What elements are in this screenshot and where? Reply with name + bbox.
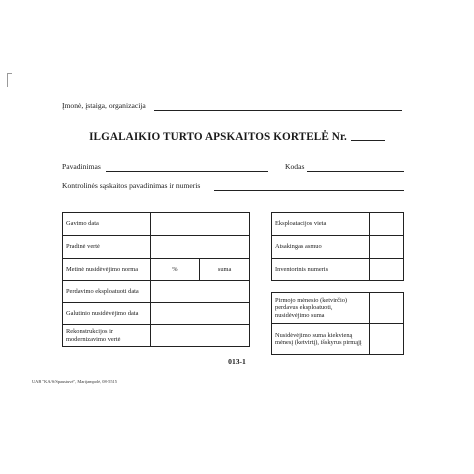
table-row: [63, 303, 250, 325]
first-month-depreciation-cell[interactable]: [370, 293, 404, 324]
organization-field[interactable]: [154, 110, 402, 111]
asset-details-table: [62, 212, 250, 347]
first-month-depreciation-label: Pirmojo mėnesio (ketvirčio) perdavus eksploatuoti, nusidėvėjimo suma: [272, 293, 370, 324]
depreciation-amount-cell[interactable]: suma: [200, 259, 250, 281]
reconstruction-value-label: Rekonstrukcijos ir modernizavimo vertė: [63, 325, 151, 347]
card-number-field[interactable]: [351, 140, 385, 141]
form-code: 013-1: [228, 357, 246, 366]
control-account-label: Kontrolinės sąskaitos pavadinimas ir numeris: [62, 181, 201, 190]
final-depreciation-label: Galutinio nusidėvėjimo data: [63, 303, 151, 325]
table-row: [63, 281, 250, 303]
commissioning-date-label: Perdavimo eksploatuoti data: [63, 281, 151, 303]
initial-value-label: Pradinė vertė: [63, 236, 151, 259]
responsible-person-label: Atsakingas asmuo: [272, 236, 370, 259]
initial-value-cell[interactable]: [150, 236, 249, 259]
table-row: [272, 324, 404, 355]
table-row: [272, 293, 404, 324]
depreciation-table: [271, 292, 404, 355]
operation-place-cell[interactable]: [370, 213, 404, 236]
monthly-depreciation-label: Nusidėvėjimo suma kiekvieną mėnesį (ketvirtį), išskyrus pirmąjį: [272, 324, 370, 355]
final-depreciation-cell[interactable]: [150, 303, 249, 325]
location-table: [271, 212, 404, 281]
title-text: ILGALAIKIO TURTO APSKAITOS KORTELĖ Nr.: [89, 131, 347, 143]
corner-mark: [7, 73, 8, 87]
table-row: [63, 325, 250, 347]
inventory-number-label: Inventorinis numeris: [272, 259, 370, 281]
organization-label: Įmonė, įstaiga, organizacija: [62, 101, 146, 110]
receipt-date-cell[interactable]: [150, 213, 249, 236]
name-label: Pavadinimas: [62, 162, 101, 171]
receipt-date-label: Gavimo data: [63, 213, 151, 236]
monthly-depreciation-cell[interactable]: [370, 324, 404, 355]
operation-place-label: Eksploatacijos vieta: [272, 213, 370, 236]
page-title: [0, 131, 474, 143]
responsible-person-cell[interactable]: [370, 236, 404, 259]
table-row: [63, 259, 250, 281]
table-row: [272, 213, 404, 236]
inventory-number-cell[interactable]: [370, 259, 404, 281]
name-field[interactable]: [106, 171, 268, 172]
annual-depreciation-label: Metinė nusidėvėjimo norma: [63, 259, 151, 281]
table-row: [63, 236, 250, 259]
commissioning-date-cell[interactable]: [150, 281, 249, 303]
printer-imprint: UAB "KA/S/Spaustuvė", Marijampolė, 08-5515: [32, 379, 117, 384]
code-label: Kodas: [285, 162, 305, 171]
depreciation-percent-cell[interactable]: %: [150, 259, 200, 281]
table-row: [63, 213, 250, 236]
table-row: [272, 236, 404, 259]
code-field[interactable]: [307, 171, 404, 172]
control-account-field[interactable]: [214, 190, 404, 191]
table-row: [272, 259, 404, 281]
reconstruction-value-cell[interactable]: [150, 325, 249, 347]
